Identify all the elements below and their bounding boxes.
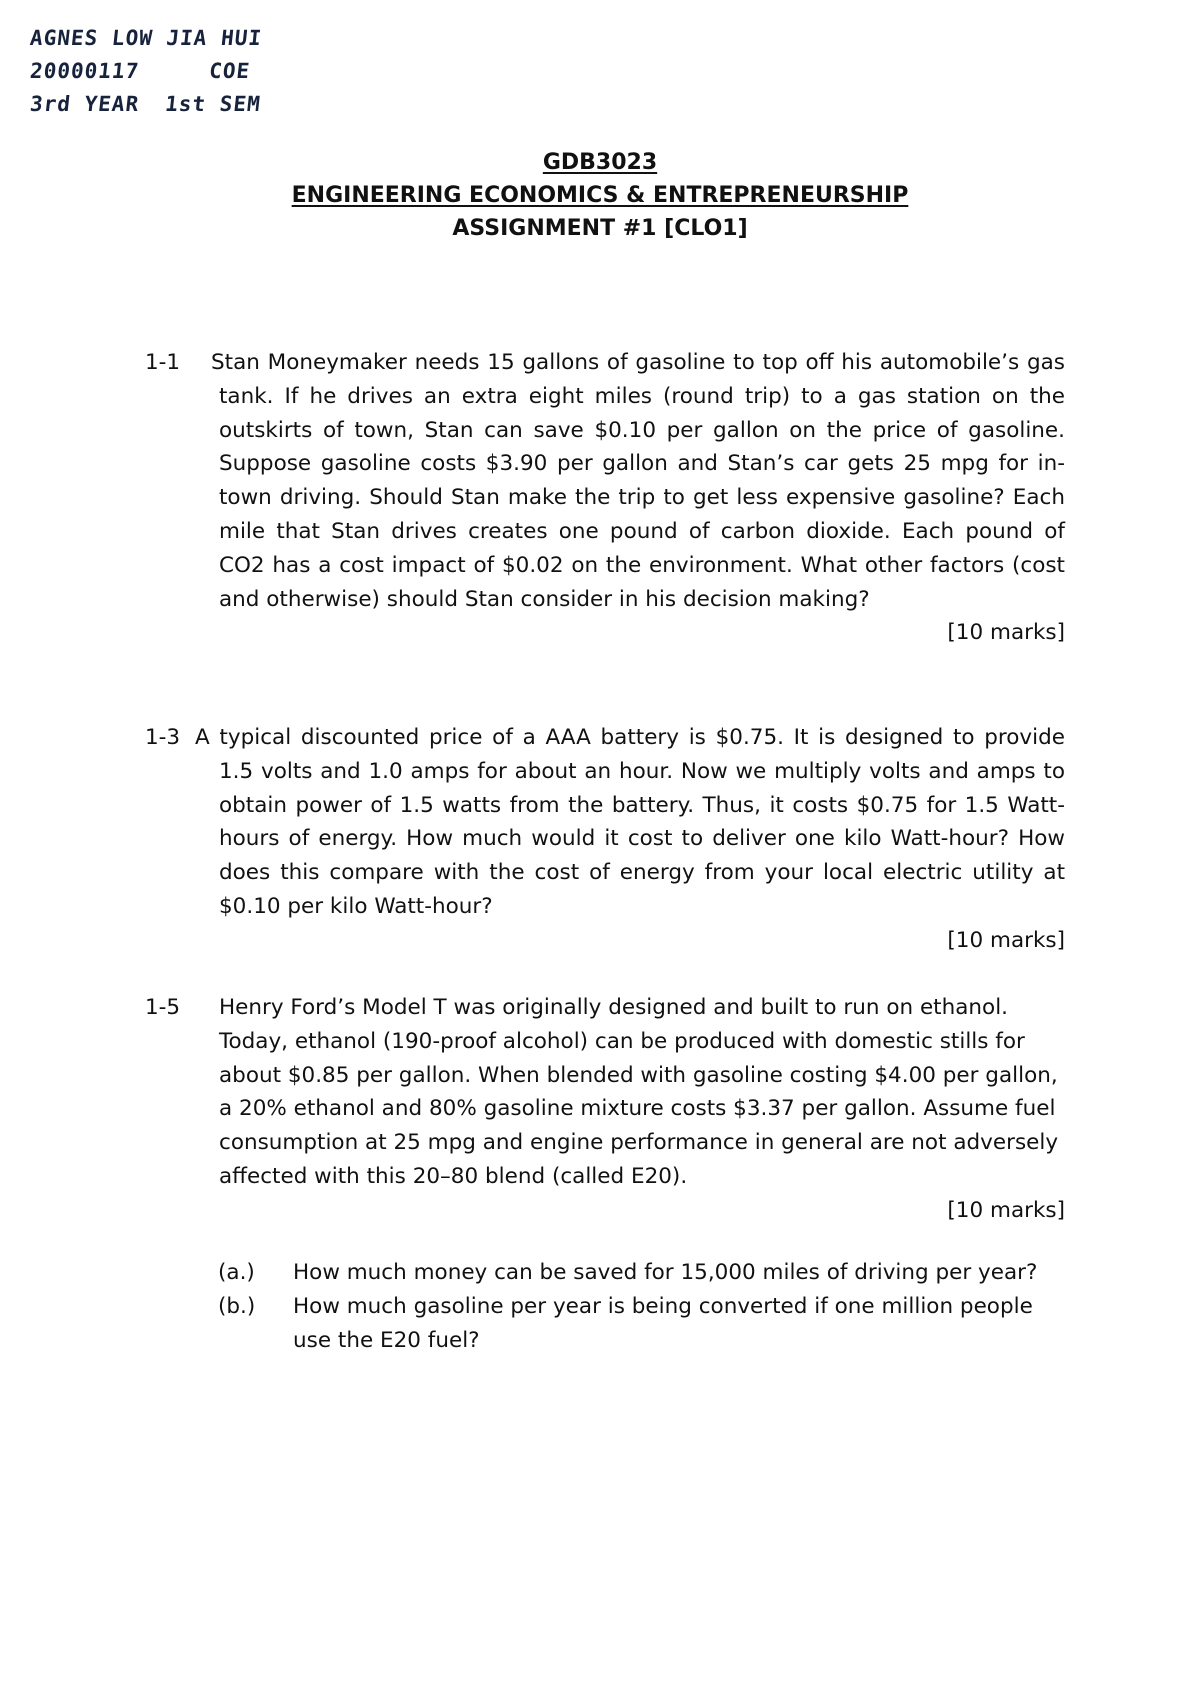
question-1-1 <box>145 346 1065 650</box>
handwritten-semester: 1st SEM <box>163 92 262 116</box>
handwritten-id-row <box>28 55 331 88</box>
handwritten-year: 3rd YEAR <box>28 92 141 116</box>
question-text: Henry Ford’s Model T was originally designed and built to run on ethanol. Today, ethanol (190-proof alcohol) can be produced with domestic stills for about $0.85 per gallon. When blended with gasoline costing $4.00 per gallon, a 20% ethanol and 80% gasoline mixture costs $3.37 per gallon. Assume fuel consumption at 25 mpg and engine performance in general are not adversely affected with this 20–80 blend (called E20). <box>219 995 1059 1189</box>
question-part-b <box>218 1290 1068 1358</box>
question-number: 1-1 <box>145 350 181 375</box>
question-part-a <box>218 1256 1068 1290</box>
question-marks: [10 marks] <box>947 620 1065 646</box>
course-name: ENGINEERING ECONOMICS & ENTREPRENEURSHIP <box>291 183 909 208</box>
handwritten-student-info <box>30 22 330 121</box>
part-text: How much gasoline per year is being converted if one million people use the E20 fuel? <box>293 1293 1033 1353</box>
part-text: How much money can be saved for 15,000 miles of driving per year? <box>293 1260 1038 1285</box>
question-1-5-parts <box>218 1256 1068 1357</box>
assignment-title: ASSIGNMENT #1 [CLO1] <box>452 216 748 241</box>
handwritten-name: AGNES LOW JIA HUI <box>28 26 264 50</box>
handwritten-program: COE <box>207 59 252 83</box>
document-title-block <box>0 146 1200 245</box>
question-1-5 <box>145 991 1065 1228</box>
question-marks: [10 marks] <box>947 1197 1065 1223</box>
question-text: A typical discounted price of a AAA battery is $0.75. It is designed to provide 1.5 volts and 1.0 amps for about an hour. Now we multiply volts and amps to obtain power of 1.5 watts from the battery. Thus, it costs $0.75 for 1.5 Watt-hours of energy. How much would it cost to deliver one kilo Watt-hour? How does this compare with the cost of energy from your local electric utility at $0.10 per kilo Watt-hour? <box>195 725 1065 919</box>
question-1-3 <box>145 721 1065 958</box>
part-label: (b.) <box>218 1293 256 1319</box>
question-number: 1-3 <box>145 725 181 750</box>
question-text: Stan Moneymaker needs 15 gallons of gasoline to top off his automobile’s gas tank. If he drives an extra eight miles (round trip) to a gas station on the outskirts of town, Stan can save $0.10 per gallon on the price of gasoline. Suppose gasoline costs $3.90 per gallon and Stan’s car gets 25 mpg for in-town driving. Should Stan make the trip to get less expensive gasoline? Each mile that Stan drives creates one pound of carbon dioxide. Each pound of CO2 has a cost impact of $0.02 on the environment. What other factors (cost and otherwise) should Stan consider in his decision making? <box>211 350 1065 612</box>
question-marks: [10 marks] <box>947 927 1065 953</box>
part-label: (a.) <box>218 1260 255 1285</box>
course-code: GDB3023 <box>542 150 658 175</box>
handwritten-id: 20000117 <box>28 59 141 83</box>
question-number: 1-5 <box>145 995 181 1020</box>
handwritten-year-row <box>28 88 331 121</box>
